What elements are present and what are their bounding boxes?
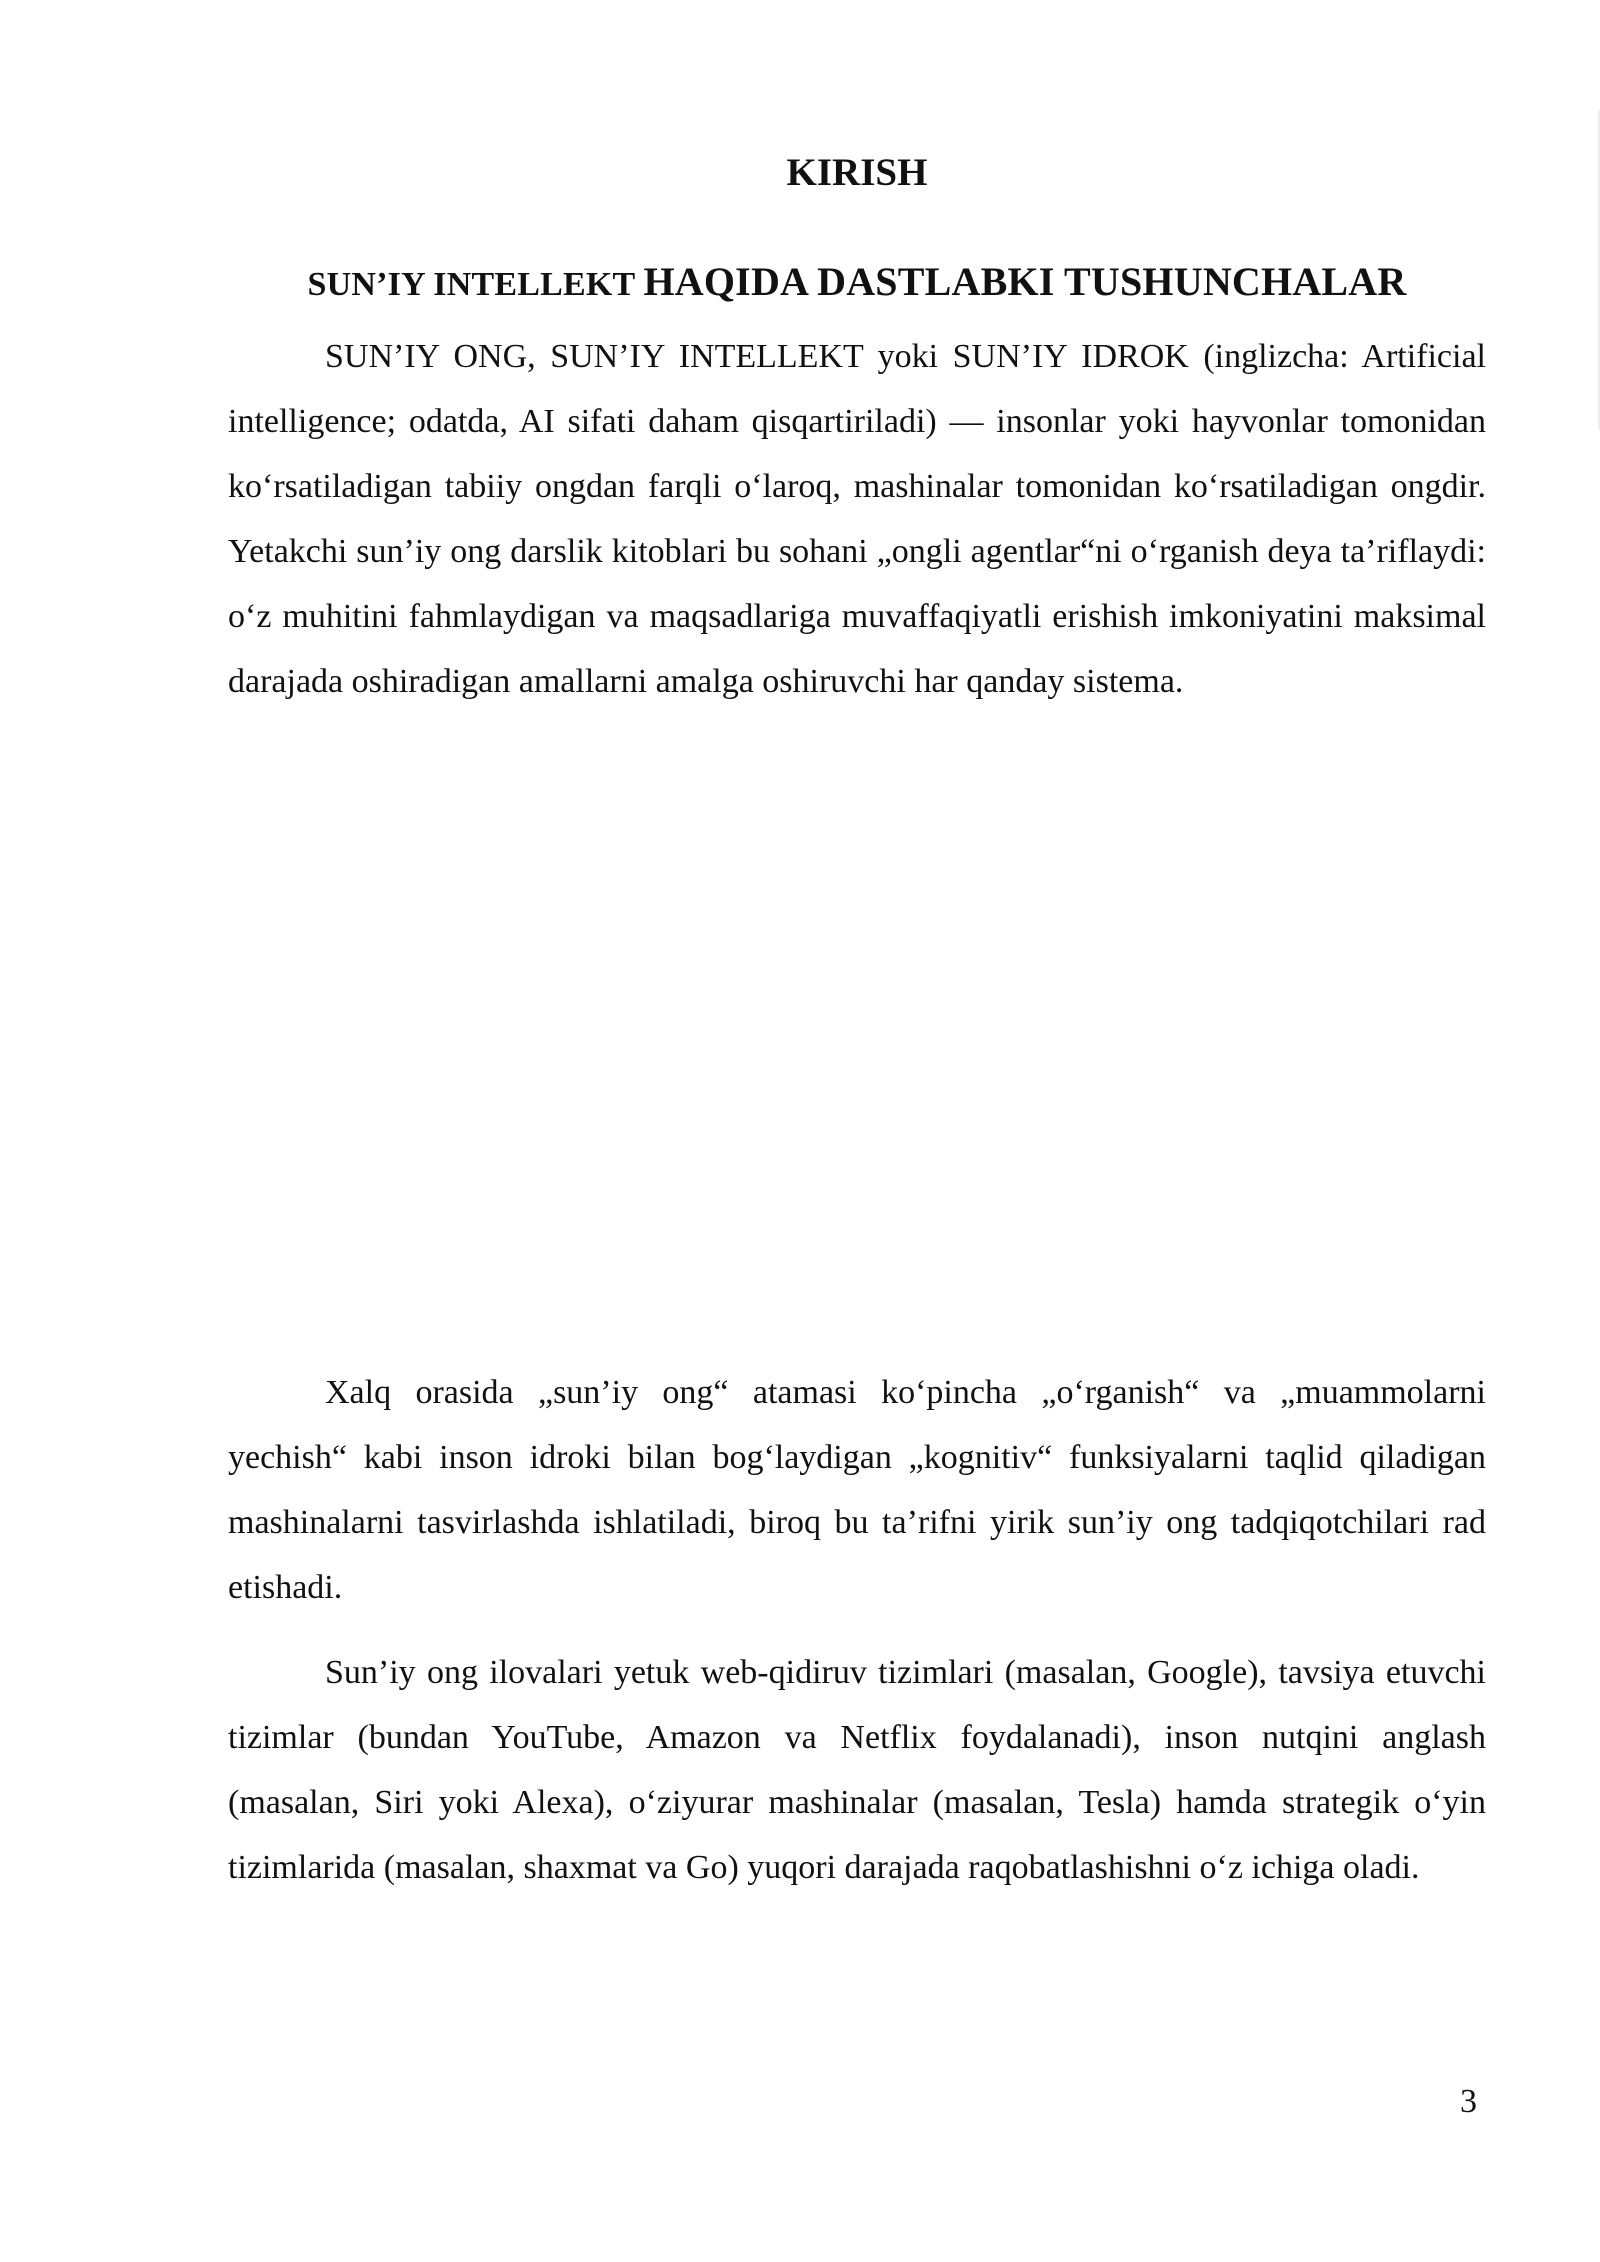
section-heading <box>228 258 1486 305</box>
paragraph-applications: Sun’iy ong ilovalari yetuk web-qidiruv tizimlari (masalan, Google), tavsiya etuvchi tizimlar (bundan YouTube, Amazon va Netflix foydalanadi), inson nutqini anglash (masalan, Siri yoki Alexa), o‘ziyurar mashinalar (masalan, Tesla) hamda strategik o‘yin tizimlarida (masalan, shaxmat va Go) yuqori darajada raqobatlashishni o‘z ichiga oladi. <box>228 1654 1486 1886</box>
paragraph-definition: SUN’IY ONG, SUN’IY INTELLEKT yoki SUN’IY IDROK (inglizcha: Artificial intelligence; odatda, AI sifati daham qisqartiriladi) — insonlar yoki hayvonlar tomonidan ko‘rsatiladigan tabiiy ongdan farqli o‘laroq, mashinalar tomonidan ko‘rsatiladigan ongdir. Yetakchi sun’iy ong darslik kitoblari bu sohani „ongli agentlar“ni o‘rganish deya ta’riflaydi: o‘z muhitini fahmlaydigan va maqsadlariga muvaffaqiyatli erishish imkoniyatini maksimal darajada oshiradigan amallarni amalga oshiruvchi har qanday sistema. <box>228 338 1486 700</box>
page-number: 3 <box>1460 2083 1477 2120</box>
section-heading-part-2: HAQIDA DASTLABKI TUSHUNCHALAR <box>643 259 1407 304</box>
section-heading-part-1: SUN’IY INTELLEKT <box>307 266 644 303</box>
page-title: KIRISH <box>786 151 928 194</box>
paragraph-popular-usage: Xalq orasida „sun’iy ong“ atamasi ko‘pincha „o‘rganish“ va „muammolarni yechish“ kabi inson idroki bilan bog‘laydigan „kognitiv“ funksiyalarni taqlid qiladigan mashinalarni tasvirlashda ishlatiladi, biroq bu ta’rifni yirik sun’iy ong tadqiqotchilari rad etishadi. <box>228 1374 1486 1606</box>
